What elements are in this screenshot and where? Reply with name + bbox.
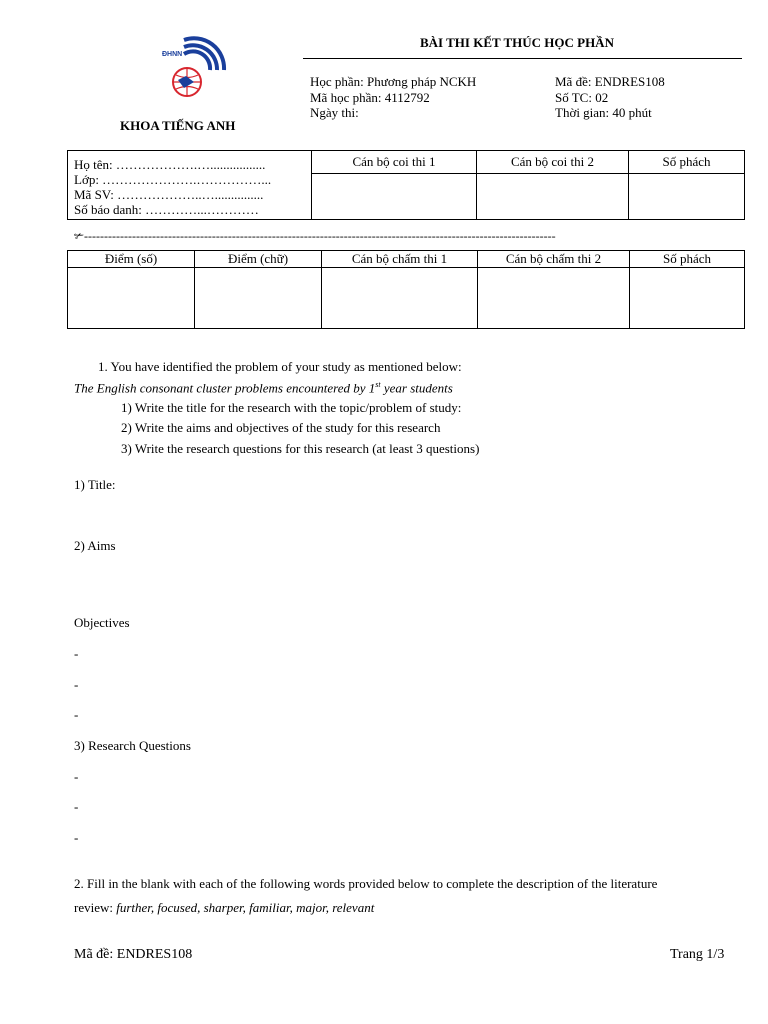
topic-superscript: st <box>375 380 381 389</box>
candidate-number-field[interactable]: Số báo danh: …………...………… <box>74 202 259 217</box>
grader1-header: Cán bộ chấm thi 1 <box>322 251 478 268</box>
objective-bullet-1: - <box>74 646 79 661</box>
cut-line: ✃---------------------------------------------------------------------------------------------------------------------- <box>74 229 556 243</box>
score-words-header: Điểm (chữ) <box>195 251 322 268</box>
grader2-header: Cán bộ chấm thi 2 <box>478 251 630 268</box>
question2-word-list: further, focused, sharper, familiar, major, relevant <box>116 900 375 915</box>
question2-review-label: review: <box>74 900 117 915</box>
score-words-cell <box>195 268 322 329</box>
duration: Thời gian: 40 phút <box>555 105 652 120</box>
serial-value <box>629 174 745 220</box>
grader2-cell <box>478 268 630 329</box>
question2-words-line <box>74 900 374 916</box>
department-name: KHOA TIẾNG ANH <box>120 118 236 133</box>
question1-intro: 1. You have identified the problem of your study as mentioned below: <box>98 359 462 374</box>
grading-serial-cell <box>630 268 745 329</box>
footer-page-number: Trang 1/3 <box>670 947 725 962</box>
score-number-header: Điểm (số) <box>68 251 195 268</box>
proctor1-signature <box>312 174 477 220</box>
question2-text: 2. Fill in the blank with each of the following words provided below to complete the description of the literature <box>74 876 658 891</box>
student-fields-cell <box>68 151 312 220</box>
student-info-table <box>67 150 745 220</box>
grading-table <box>67 250 745 329</box>
question1-task1: 1) Write the title for the research with the topic/problem of study: <box>121 400 462 415</box>
name-field[interactable]: Họ tên: ……………….…................. <box>74 157 266 172</box>
grading-serial-header: Số phách <box>630 251 745 268</box>
topic-text-end: year students <box>380 380 453 396</box>
footer-exam-code: Mã đề: ENDRES108 <box>74 947 193 962</box>
grader1-cell <box>322 268 478 329</box>
university-logo <box>160 36 230 102</box>
answer-title-label: 1) Title: <box>74 477 116 492</box>
serial-header: Số phách <box>629 151 745 174</box>
exam-title: BÀI THI KẾT THÚC HỌC PHẦN <box>420 35 614 50</box>
research-question-bullet-3: - <box>74 830 79 845</box>
objective-bullet-2: - <box>74 677 79 692</box>
proctor2-signature <box>477 174 629 220</box>
course-code: Mã học phần: 4112792 <box>310 90 430 105</box>
answer-research-questions-label: 3) Research Questions <box>74 738 191 753</box>
exam-code: Mã đề: ENDRES108 <box>555 74 665 89</box>
research-question-bullet-2: - <box>74 799 79 814</box>
proctor1-header: Cán bộ coi thi 1 <box>312 151 477 174</box>
student-id-field[interactable]: Mã SV: ………………..…............... <box>74 187 264 202</box>
question1-task2: 2) Write the aims and objectives of the study for this research <box>121 420 441 435</box>
score-number-cell <box>68 268 195 329</box>
answer-aims-label: 2) Aims <box>74 538 116 553</box>
course-name: Học phần: Phương pháp NCKH <box>310 74 477 89</box>
objective-bullet-3: - <box>74 707 79 722</box>
title-divider <box>303 58 742 59</box>
class-field[interactable]: Lớp: ………………….……………... <box>74 172 272 187</box>
research-question-bullet-1: - <box>74 769 79 784</box>
credits: Số TC: 02 <box>555 90 609 105</box>
answer-objectives-label: Objectives <box>74 615 130 630</box>
proctor2-header: Cán bộ coi thi 2 <box>477 151 629 174</box>
topic-text: The English consonant cluster problems encountered by 1 <box>74 380 376 396</box>
question1-task3: 3) Write the research questions for this research (at least 3 questions) <box>121 441 480 456</box>
question1-topic <box>74 380 453 396</box>
exam-date: Ngày thi: <box>310 105 359 120</box>
logo-text: ĐHNN <box>162 51 183 58</box>
